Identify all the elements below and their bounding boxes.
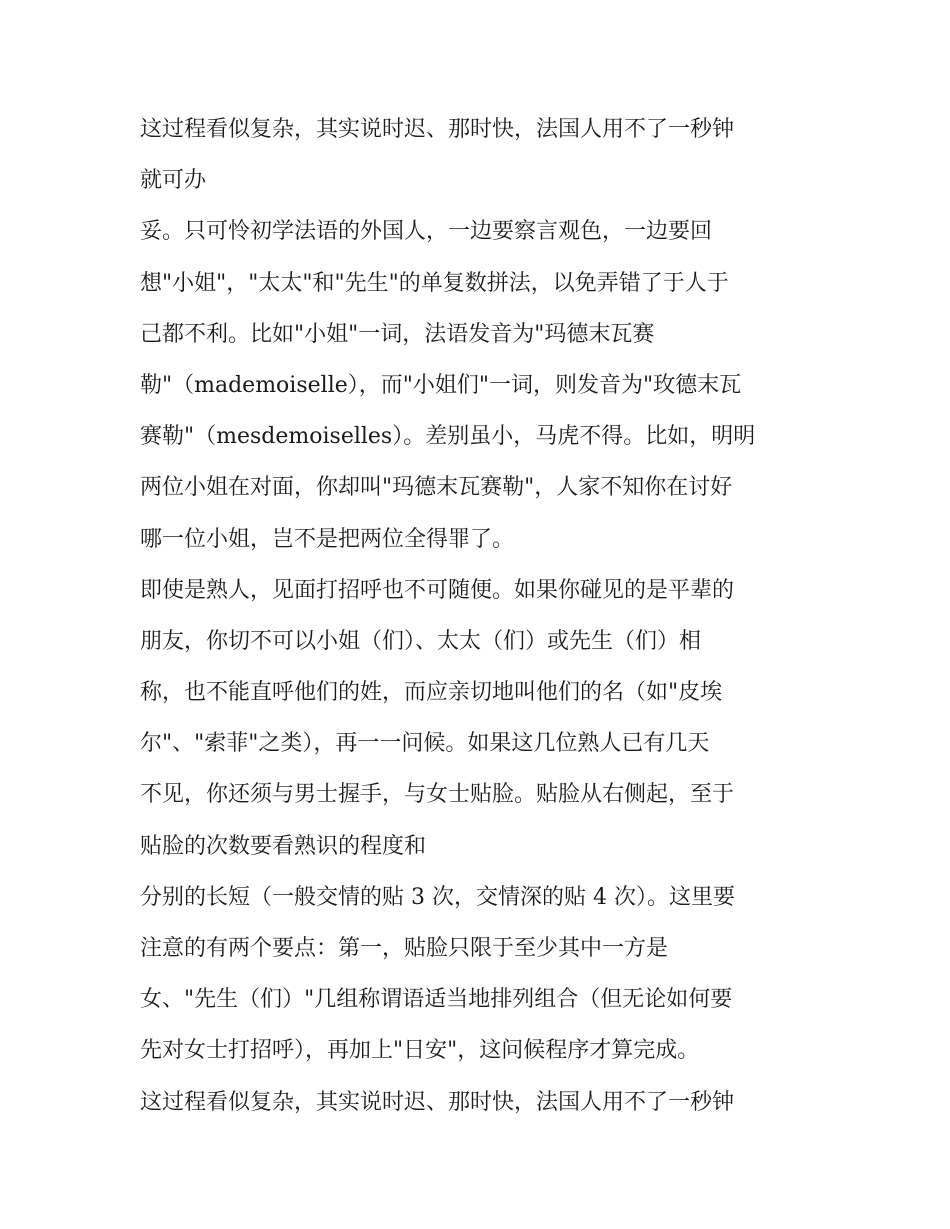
- body-text: [140, 104, 830, 1128]
- text-line: 己都不利。比如"小姐"一词，法语发音为"玛德末瓦赛: [140, 321, 655, 347]
- text-line: 两位小姐在对面，你却叫"玛德末瓦赛勒"，人家不知你在讨好: [140, 475, 733, 501]
- text-line: 贴脸的次数要看熟识的程度和: [140, 833, 427, 859]
- text-line: 这过程看似复杂，其实说时迟、那时快，法国人用不了一秒钟: [140, 117, 735, 142]
- text-line: 注意的有两个要点：第一，贴脸只限于至少其中一方是: [140, 936, 669, 961]
- text-line: 女、"先生（们）"几组称谓语适当地排列组合（但无论如何要: [140, 987, 733, 1013]
- text-line: 妥。只可怜初学法语的外国人，一边要察言观色，一边要回: [140, 219, 713, 245]
- text-line: 哪一位小姐，岂不是把两位全得罪了。: [140, 526, 515, 552]
- text-line: 分别的长短（一般交情的贴 3 次，交情深的贴 4 次）。这里要: [140, 884, 735, 910]
- text-line: 朋友，你切不可以小姐（们）、太太（们）或先生（们）相: [140, 628, 702, 654]
- text-line: 就可办: [140, 168, 207, 194]
- text-line: 想"小姐"，"太太"和"先生"的单复数拼法，以免弄错了于人于: [140, 270, 729, 296]
- text-line: 这过程看似复杂，其实说时迟、那时快，法国人用不了一秒钟: [140, 1089, 735, 1115]
- text-line: 赛勒"（mesdemoiselles）。差别虽小，马虎不得。比如，明明: [140, 424, 756, 450]
- text-line: 尔"、"索菲"之类），再一一问候。如果这几位熟人已有几天: [140, 731, 710, 757]
- text-line: 不见，你还须与男士握手，与女士贴脸。贴脸从右侧起，至于: [140, 782, 735, 808]
- text-line: 即使是熟人，见面打招呼也不可随便。如果你碰见的是平辈的: [140, 577, 735, 603]
- text-line: 勒"（mademoiselle），而"小姐们"一词，则发音为"玫德末瓦: [140, 372, 742, 398]
- text-line: 称，也不能直呼他们的姓，而应亲切地叫他们的名（如"皮埃: [140, 680, 723, 706]
- text-line: 先对女士打招呼），再加上"日安"，这问候程序才算完成。: [140, 1038, 700, 1064]
